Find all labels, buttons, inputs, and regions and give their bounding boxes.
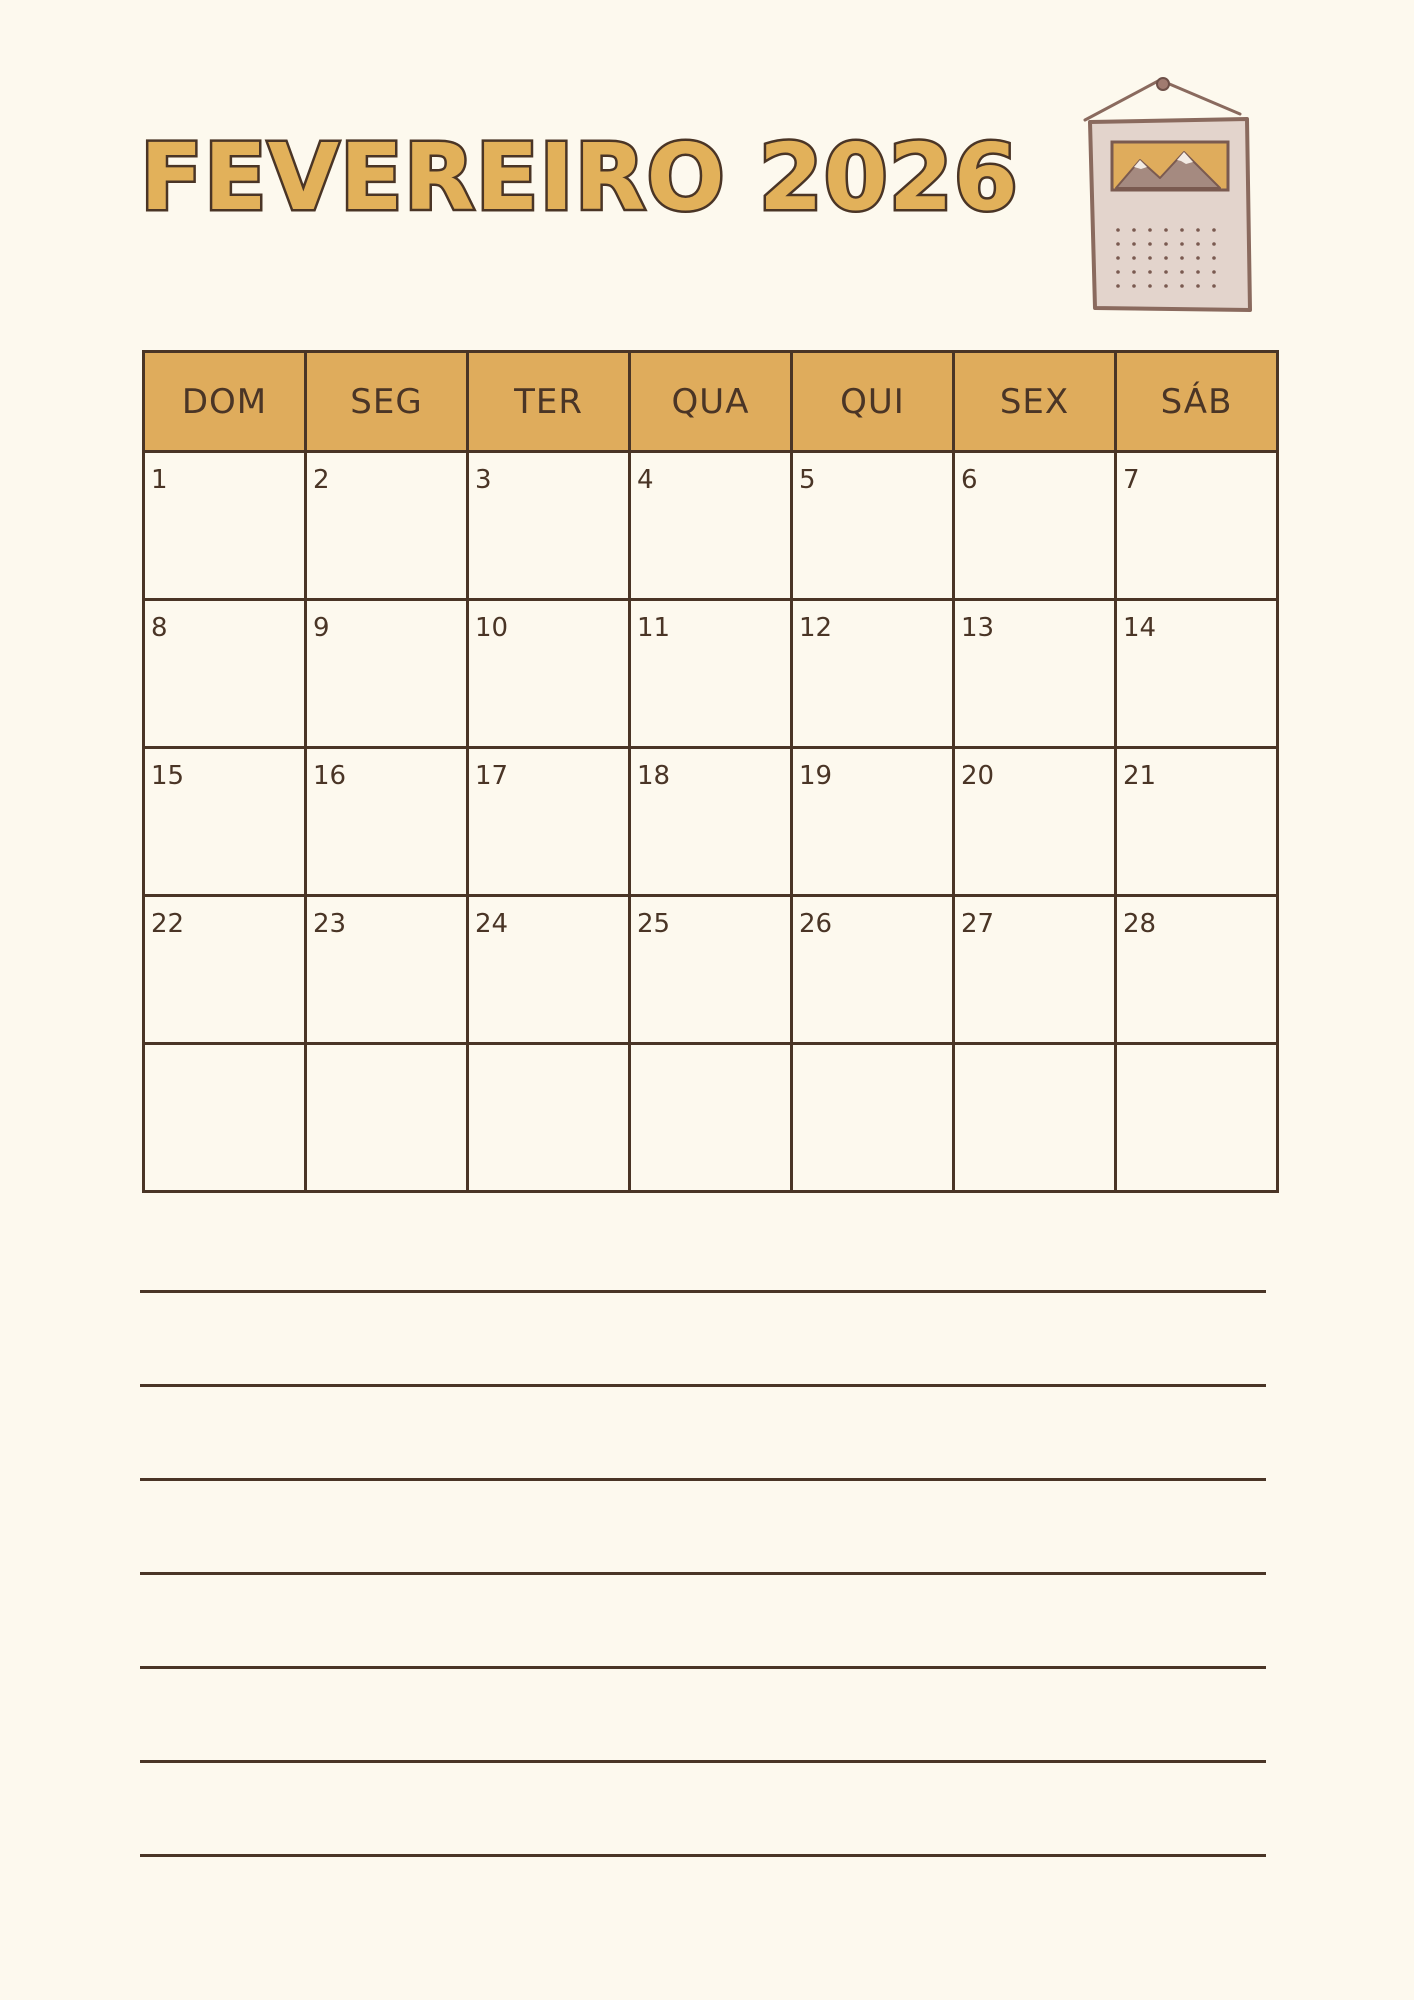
day-number: 16 — [313, 761, 347, 791]
weekday-header: SEG — [306, 352, 468, 452]
day-cell — [144, 452, 306, 600]
day-number: 11 — [637, 613, 671, 643]
day-number — [145, 1045, 304, 1057]
day-number: 15 — [151, 761, 185, 791]
day-cell — [792, 452, 954, 600]
note-line[interactable] — [140, 1384, 1266, 1478]
day-cell — [306, 1044, 468, 1192]
page-title: FEVEREIRO 2026 — [140, 124, 1019, 231]
day-cell — [144, 896, 306, 1044]
day-cell — [630, 600, 792, 748]
day-number — [307, 1045, 466, 1057]
week-row — [144, 1044, 1278, 1192]
day-number: 19 — [799, 761, 833, 791]
day-number: 5 — [799, 465, 816, 495]
day-cell — [792, 896, 954, 1044]
day-cell — [468, 748, 630, 896]
day-cell — [630, 748, 792, 896]
notes-area — [140, 1290, 1266, 1948]
day-cell — [306, 896, 468, 1044]
day-cell — [1116, 452, 1278, 600]
day-number: 17 — [475, 761, 509, 791]
weekday-header: QUA — [630, 352, 792, 452]
day-number — [955, 1045, 1114, 1057]
day-number: 23 — [313, 909, 347, 939]
day-cell — [630, 896, 792, 1044]
day-cell — [792, 748, 954, 896]
day-number — [1117, 1045, 1276, 1057]
day-number: 8 — [151, 613, 168, 643]
week-row — [144, 600, 1278, 748]
day-cell — [306, 600, 468, 748]
day-cell — [630, 452, 792, 600]
day-number: 26 — [799, 909, 833, 939]
day-cell — [954, 1044, 1116, 1192]
day-number: 22 — [151, 909, 185, 939]
day-cell — [954, 600, 1116, 748]
day-number: 9 — [313, 613, 330, 643]
day-number: 7 — [1123, 465, 1140, 495]
day-number: 28 — [1123, 909, 1157, 939]
day-cell — [144, 748, 306, 896]
day-cell — [468, 1044, 630, 1192]
day-cell — [1116, 1044, 1278, 1192]
day-number: 1 — [151, 465, 168, 495]
day-cell — [468, 896, 630, 1044]
note-line[interactable] — [140, 1854, 1266, 1948]
note-line[interactable] — [140, 1760, 1266, 1854]
day-number — [793, 1045, 952, 1057]
day-number: 25 — [637, 909, 671, 939]
day-number: 27 — [961, 909, 995, 939]
note-line[interactable] — [140, 1572, 1266, 1666]
week-row — [144, 896, 1278, 1044]
note-line[interactable] — [140, 1290, 1266, 1384]
weekday-header-row — [144, 352, 1278, 452]
day-number: 4 — [637, 465, 654, 495]
day-number — [469, 1045, 628, 1057]
day-number: 2 — [313, 465, 330, 495]
weekday-header: SÁB — [1116, 352, 1278, 452]
weekday-header: TER — [468, 352, 630, 452]
day-cell — [954, 452, 1116, 600]
day-number: 18 — [637, 761, 671, 791]
day-number: 10 — [475, 613, 509, 643]
day-number: 13 — [961, 613, 995, 643]
wall-calendar-icon — [1080, 74, 1260, 314]
day-cell — [144, 1044, 306, 1192]
note-line[interactable] — [140, 1666, 1266, 1760]
day-number: 24 — [475, 909, 509, 939]
day-cell — [468, 600, 630, 748]
day-cell — [144, 600, 306, 748]
day-cell — [954, 748, 1116, 896]
weekday-header: QUI — [792, 352, 954, 452]
day-cell — [630, 1044, 792, 1192]
day-cell — [792, 600, 954, 748]
day-cell — [306, 748, 468, 896]
day-number: 12 — [799, 613, 833, 643]
day-number: 6 — [961, 465, 978, 495]
day-cell — [1116, 748, 1278, 896]
day-cell — [468, 452, 630, 600]
day-cell — [1116, 896, 1278, 1044]
day-cell — [306, 452, 468, 600]
day-cell — [954, 896, 1116, 1044]
week-row — [144, 452, 1278, 600]
day-number: 3 — [475, 465, 492, 495]
note-line[interactable] — [140, 1478, 1266, 1572]
day-number: 20 — [961, 761, 995, 791]
weekday-header: DOM — [144, 352, 306, 452]
weekday-header: SEX — [954, 352, 1116, 452]
day-cell — [792, 1044, 954, 1192]
day-number: 14 — [1123, 613, 1157, 643]
day-number — [631, 1045, 790, 1057]
calendar-grid — [142, 350, 1279, 1193]
week-row — [144, 748, 1278, 896]
day-cell — [1116, 600, 1278, 748]
day-number: 21 — [1123, 761, 1157, 791]
